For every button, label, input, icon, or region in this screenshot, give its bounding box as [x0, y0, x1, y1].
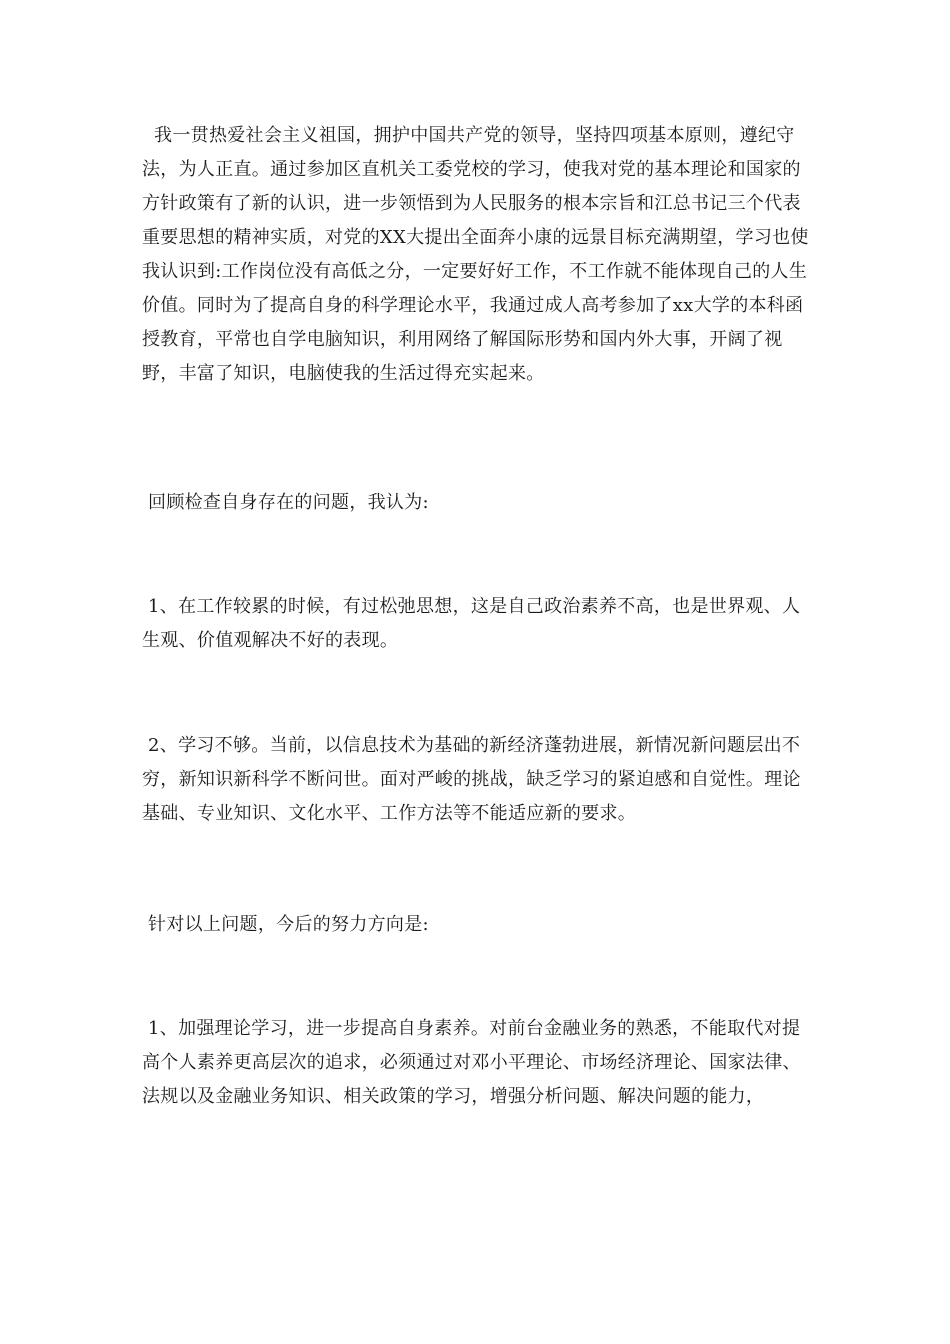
paragraph-direction-intro: 针对以上问题，今后的努力方向是: — [142, 914, 429, 935]
paragraph-direction-1: 1、加强理论学习，进一步提高自身素养。对前台金融业务的熟悉，不能取代对提高个人素养更高层次的追求，必须通过对邓小平理论、市场经济理论、国家法律、法规以及金融业务知识、相关政策的学习，增强分析问题、解决问题的能力， — [142, 1018, 801, 1107]
paragraph-review-problems: 回顾检查自身存在的问题，我认为: — [142, 492, 429, 513]
paragraph-problem-2: 2、学习不够。当前，以信息技术为基础的新经济蓬勃进展，新情况新问题层出不穷，新知识新科学不断问世。面对严峻的挑战，缺乏学习的紧迫感和自觉性。理论基础、专业知识、文化水平、工作方法等不能适应新的要求。 — [142, 735, 801, 824]
paragraph-self-introduction: 我一贯热爱社会主义祖国，拥护中国共产党的领导，坚持四项基本原则，遵纪守法，为人正直。通过参加区直机关工委党校的学习，使我对党的基本理论和国家的方针政策有了新的认识，进一步领悟到为人民服务的根本宗旨和江总书记三个代表重要思想的精神实质，对党的XX大提出全面奔小康的远景目标充满期望，学习也使我认识到:工作岗位没有高低之分，一定要好好工作，不工作就不能体现自己的人生价值。同时为了提高自身的科学理论水平，我通过成人高考参加了xx大学的本科函授教育，平常也自学电脑知识，利用网络了解国际形势和国内外大事，开阔了视野，丰富了知识，电脑使我的生活过得充实起来。 — [142, 125, 809, 384]
paragraph-problem-1: 1、在工作较累的时候，有过松弛思想，这是自己政治素养不高，也是世界观、人生观、价值观解决不好的表现。 — [142, 596, 801, 651]
